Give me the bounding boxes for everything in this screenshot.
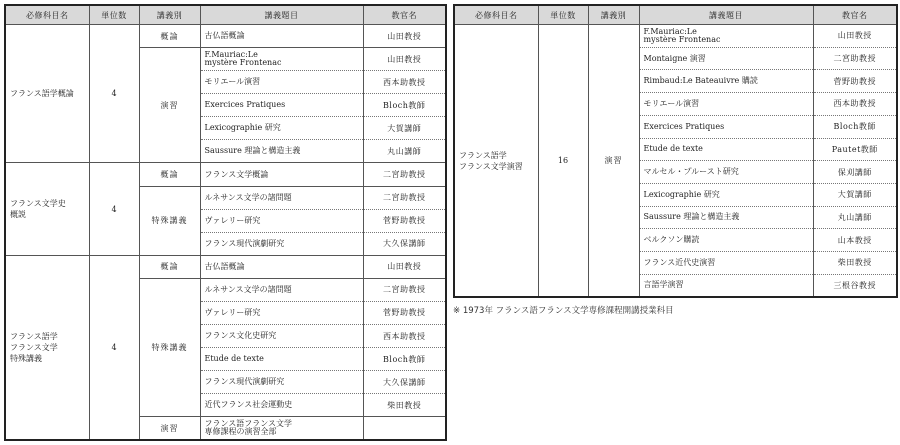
lecture-type-cell: 概論 [139,255,200,278]
subject-cell [5,25,89,163]
lecture-topic-cell [639,70,813,93]
lecture-topic-cell [200,48,363,71]
lecture-topic: ルネサンス文学の諸問題 [204,284,292,294]
lecture-topic: Saussure 理論と構造主義 [204,146,301,156]
professor-cell: 保刈講師 [813,161,897,184]
lecture-topic: F.Mauriac:Le [204,50,258,60]
lecture-topic-cell [200,348,363,371]
lecture-topic-cell [639,138,813,161]
lecture-topic: Saussure 理論と構造主義 [643,212,740,222]
lecture-topic: ヴァレリー研究 [204,215,261,225]
lecture-topic: ベルクソン購読 [643,235,700,245]
professor-cell: 柴田教授 [363,394,446,417]
subject-name: フランス文学史 [10,199,66,209]
lecture-topic-cell [200,417,363,440]
lecture-topic: Etude de texte [204,354,264,364]
professor-cell: 菅野助教授 [363,301,446,324]
lecture-topic: 言語学演習 [643,280,684,290]
lecture-topic-cell [639,161,813,184]
table-row [454,25,897,48]
lecture-topic-cell [200,163,363,186]
units-cell: 4 [89,25,139,163]
lecture-type-cell: 概論 [139,25,200,48]
lecture-topic-cell [639,252,813,275]
table-header-row [5,5,446,25]
header-professor: 教官名 [813,5,897,25]
professor-cell: 山本教授 [813,229,897,252]
lecture-topic: mystère Frontenac [643,34,721,44]
table-row [5,255,446,278]
header-type: 講義別 [139,5,200,25]
professor-cell: 西本助教授 [363,325,446,348]
professor-cell: Bloch教師 [813,115,897,138]
lecture-topic: モリエール演習 [204,77,261,87]
lecture-type-cell: 演習 [588,25,639,298]
professor-cell: Bloch教師 [363,348,446,371]
professor-cell [363,417,446,440]
subject-name: フランス語学 [459,150,507,160]
lecture-topic: Rimbaud:Le Bateauivre 購読 [643,76,758,86]
lecture-topic-cell [639,25,813,48]
units-cell: 16 [538,25,588,298]
lecture-topic-cell [200,394,363,417]
lecture-topic-cell [200,117,363,140]
professor-cell: 山田教授 [363,48,446,71]
header-subject: 必修科目名 [454,5,538,25]
professor-cell: 西本助教授 [363,71,446,94]
lecture-topic-cell [639,183,813,206]
subject-name: フランス文学演習 [459,161,523,171]
lecture-topic: Lexicographie 研究 [643,189,720,199]
lecture-topic: 専修課程の演習全部 [204,427,277,437]
lecture-topic-cell [639,47,813,70]
lecture-topic: Exercices Pratiques [643,121,725,131]
table-row [5,163,446,186]
table-body-right [454,25,897,298]
professor-cell: 山田教授 [363,25,446,48]
header-units: 単位数 [538,5,588,25]
professor-cell: 山田教授 [813,25,897,48]
professor-cell: 二宮助教授 [363,163,446,186]
professor-cell: 丸山講師 [363,140,446,163]
professor-cell: 大久保講師 [363,232,446,255]
lecture-topic: 近代フランス社会運動史 [204,400,293,410]
lecture-type-cell: 概論 [139,163,200,186]
header-units: 単位数 [89,5,139,25]
lecture-topic: フランス現代演劇研究 [204,238,285,248]
professor-cell: 菅野助教授 [363,209,446,232]
lecture-topic: 古仏語概論 [204,261,245,271]
lecture-topic-cell [200,209,363,232]
subject-name: フランス文学 [10,342,58,352]
lecture-topic: mystère Frontenac [204,58,282,68]
lecture-topic-cell [200,186,363,209]
professor-cell: 二宮助教授 [363,186,446,209]
lecture-topic: フランス現代演劇研究 [204,377,285,387]
lecture-topic-cell [200,278,363,301]
subject-name: 概説 [10,210,26,220]
professor-cell: Pautet教師 [813,138,897,161]
lecture-topic-cell [200,255,363,278]
header-subject: 必修科目名 [5,5,89,25]
lecture-topic: Exercices Pratiques [204,100,286,110]
lecture-topic: マルセル・プルースト研究 [643,167,739,177]
lecture-type-cell: 演習 [139,417,200,440]
professor-cell: 大賀講師 [363,117,446,140]
units-cell: 4 [89,163,139,255]
footnote: ※ 1973年 フランス語フランス文学専修課程開講授業科目 [453,306,674,316]
curriculum-table-left [4,4,447,441]
lecture-topic-cell [639,93,813,116]
units-cell: 4 [89,255,139,440]
professor-cell: 山田教授 [363,255,446,278]
professor-cell: 二宮助教授 [363,278,446,301]
subject-name: 特殊講義 [10,353,42,363]
lecture-topic: ヴァレリー研究 [204,307,261,317]
lecture-topic: フランス文化史研究 [204,331,277,341]
header-topic: 講義題目 [639,5,813,25]
lecture-type-cell: 演習 [139,48,200,163]
professor-cell: 大賀講師 [813,183,897,206]
lecture-topic-cell [200,25,363,48]
subject-name: フランス語学概論 [10,89,74,99]
lecture-topic-cell [200,71,363,94]
lecture-topic-cell [200,371,363,394]
professor-cell: 菅野助教授 [813,70,897,93]
lecture-topic: F.Mauriac:Le [643,26,697,36]
header-type: 講義別 [588,5,639,25]
lecture-topic-cell [639,206,813,229]
subject-cell [5,255,89,440]
lecture-topic: フランス文学概論 [204,169,269,179]
table-header-row [454,5,897,25]
lecture-topic-cell [639,115,813,138]
subject-cell [5,163,89,255]
header-professor: 教官名 [363,5,446,25]
table-body-left [5,25,446,441]
lecture-topic: Etude de texte [643,144,703,154]
professor-cell: 丸山講師 [813,206,897,229]
professor-cell: 柴田教授 [813,252,897,275]
lecture-topic-cell [200,94,363,117]
curriculum-table-right [453,4,898,298]
lecture-topic-cell [200,140,363,163]
lecture-topic-cell [200,232,363,255]
subject-name: フランス語学 [10,331,58,341]
lecture-topic: Montaigne 演習 [643,53,706,63]
lecture-topic: フランス近代史演習 [643,257,716,267]
lecture-topic: 古仏語概論 [204,31,245,41]
lecture-topic-cell [200,301,363,324]
header-topic: 講義題目 [200,5,363,25]
subject-cell [454,25,538,298]
lecture-topic-cell [639,229,813,252]
professor-cell: 三根谷教授 [813,274,897,297]
lecture-topic-cell [200,325,363,348]
lecture-topic: Lexicographie 研究 [204,123,281,133]
lecture-topic: モリエール演習 [643,98,700,108]
lecture-topic: ルネサンス文学の諸問題 [204,192,292,202]
lecture-type-cell: 特殊講義 [139,278,200,416]
lecture-type-cell: 特殊講義 [139,186,200,255]
table-row [5,25,446,48]
lecture-topic-cell [639,274,813,297]
professor-cell: 西本助教授 [813,93,897,116]
lecture-topic: フランス語フランス文学 [204,419,293,429]
professor-cell: 大久保講師 [363,371,446,394]
professor-cell: Bloch教師 [363,94,446,117]
professor-cell: 二宮助教授 [813,47,897,70]
